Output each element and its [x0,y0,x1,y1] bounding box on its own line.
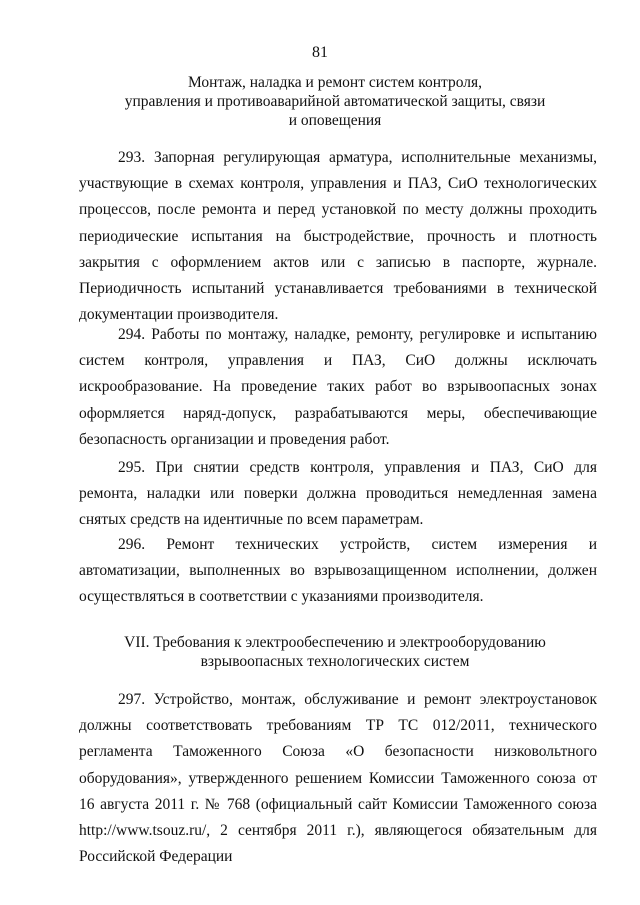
heading-line: взрывоопасных технологических систем [200,653,470,670]
paragraph-293: 293. Запорная регулирующая арматура, исполнительные механизмы, участвующие в схемах контроля, управления и ПАЗ, СиО технологических процессов, после ремонта и перед установкой по месту должны проходить периодические испытания на быстродействие, прочность и плотность закрытия с оформлением актов или с записью в паспорте, журнале. Периодичность испытаний устанавливается требованиями в технической документации производителя. [79,149,597,324]
paragraph-296: 296. Ремонт технических устройств, систем измерения и автоматизации, выполненных во взрывозащищенном исполнении, должен осуществляться в соответствии с указаниями производителя. [79,536,597,606]
paragraph-297: 297. Устройство, монтаж, обслуживание и ремонт электроустановок должны соответствовать требованиям ТР ТС 012/2011, технического регламента Таможенного Союза «О безопасности низковольтного оборудования», утвержденного решением Комиссии Таможенного союза от 16 августа 2011 г. № 768 (официальный сайт Комиссии Таможенного союза http://www.tsouz.ru/, 2 сентября 2011 г.), являющегося обязательным для Российской Федерации [79,691,597,866]
heading-line: и оповещения [288,112,382,129]
paragraph-295: 295. При снятии средств контроля, управления и ПАЗ, СиО для ремонта, наладки или поверки должна проводиться немедленная замена снятых средств на идентичные по всем параметрам. [79,459,597,529]
heading-line: управления и противоаварийной автоматической защиты, связи [124,93,546,110]
section-heading-installation [60,73,610,130]
paragraph-294: 294. Работы по монтажу, наладке, ремонту, регулировке и испытанию систем контроля, управления и ПАЗ, СиО должны исключать искрообразование. На проведение таких работ во взрывоопасных зонах оформляется наряд-допуск, разрабатываются меры, обеспечивающие безопасность организации и проведения работ. [79,326,597,448]
section-heading-electrical [60,633,610,671]
page-number: 81 [312,44,328,61]
heading-line: Монтаж, наладка и ремонт систем контроля, [187,74,483,91]
heading-line: VII. Требования к электрообеспечению и электрооборудованию [124,634,546,651]
